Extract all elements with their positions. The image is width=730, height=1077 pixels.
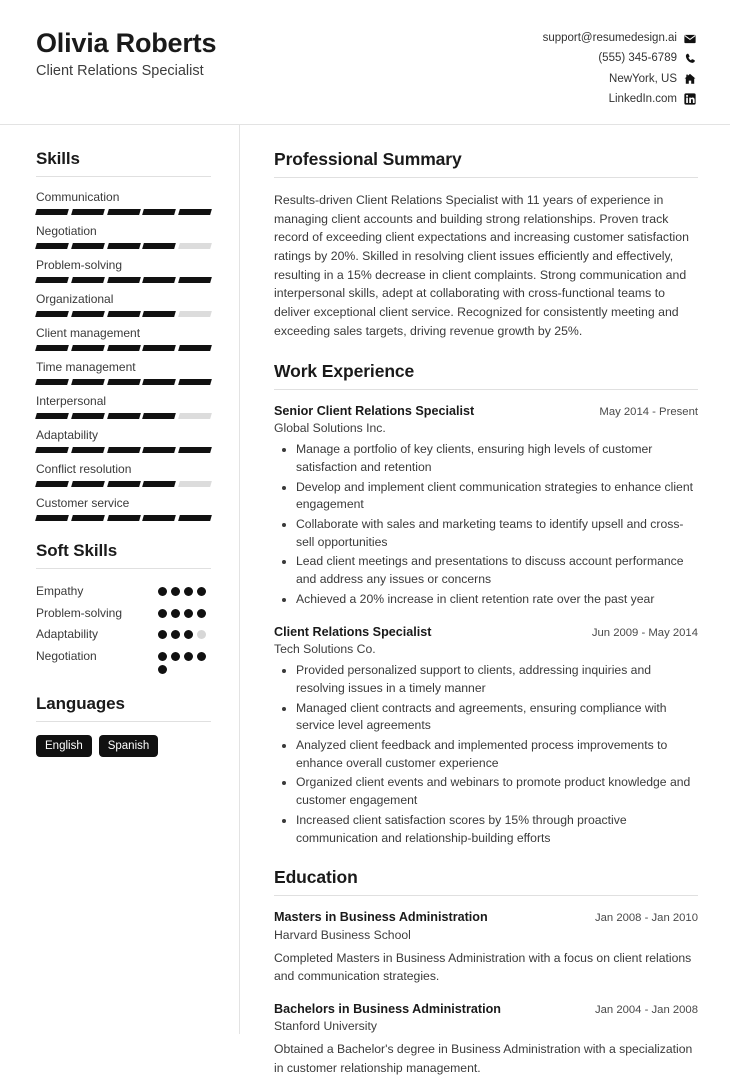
skill-segment [35, 481, 69, 487]
skill-segment [71, 243, 105, 249]
skill-segment [71, 277, 105, 283]
skill-segment [143, 481, 177, 487]
rating-dot [158, 652, 167, 661]
skill-segment [143, 413, 177, 419]
skill-item [36, 224, 211, 249]
skill-label: Client management [36, 326, 141, 340]
skill-item [36, 360, 211, 385]
rating-dot [158, 665, 167, 674]
skill-segment [178, 345, 212, 351]
soft-skill-label: Empathy [36, 584, 84, 598]
skill-bar [36, 311, 211, 317]
skill-label: Conflict resolution [36, 462, 132, 476]
skill-segment [143, 379, 177, 385]
rating-dot [197, 652, 206, 661]
skill-label: Adaptability [36, 428, 99, 442]
skill-bar [36, 379, 211, 385]
skill-item [36, 292, 211, 317]
language-tag[interactable]: Spanish [99, 735, 159, 757]
skill-segment [71, 515, 105, 521]
languages-section [36, 694, 211, 757]
skill-segment [107, 379, 141, 385]
skill-bar [36, 515, 211, 521]
languages-divider [36, 721, 211, 722]
skill-segment [71, 481, 105, 487]
soft-skill-item [36, 625, 211, 644]
skill-label: Communication [36, 190, 120, 204]
experience-list [274, 403, 698, 848]
home-icon [684, 73, 696, 85]
skill-segment [143, 243, 177, 249]
skill-segment [71, 413, 105, 419]
skill-segment [178, 277, 212, 283]
education-entry-head [274, 909, 698, 925]
rating-dot [184, 609, 193, 618]
education-section [274, 867, 698, 1077]
soft-skills-list [36, 582, 211, 674]
soft-skills-section [36, 541, 211, 674]
skill-bar [36, 413, 211, 419]
rating-dot [158, 630, 167, 639]
resume-header [0, 0, 730, 125]
rating-dot [171, 652, 180, 661]
rating-dot [197, 630, 206, 639]
skill-segment [35, 515, 69, 521]
skill-segment [178, 311, 212, 317]
contact-location-text: NewYork, US [609, 72, 677, 85]
skill-label: Interpersonal [36, 394, 107, 408]
experience-bullet: • Lead client meetings and presentations to discuss account performance and address any issues or concerns [296, 553, 698, 588]
soft-skill-item [36, 582, 211, 601]
experience-bullet: • Provided personalized support to clients, addressing inquiries and resolving issues in a timely manner [296, 662, 698, 697]
experience-organization: Tech Solutions Co. [274, 641, 376, 656]
skill-item [36, 190, 211, 215]
soft-skills-heading: Soft Skills [36, 541, 118, 560]
skill-segment [107, 243, 141, 249]
skill-item [36, 394, 211, 419]
skill-segment [107, 311, 141, 317]
skill-item [36, 258, 211, 283]
soft-skill-label: Adaptability [36, 627, 99, 642]
skill-label: Problem-solving [36, 258, 123, 272]
education-entry [274, 909, 698, 985]
rating-dot [184, 630, 193, 639]
education-description: Obtained a Bachelor's degree in Business Administration with a specialization in customer relationship management. [274, 1042, 693, 1075]
skill-segment [35, 413, 69, 419]
skills-section [36, 149, 211, 521]
education-entry [274, 1001, 698, 1077]
experience-dates: May 2014 - Present [599, 405, 698, 418]
soft-skills-divider [36, 568, 211, 569]
skill-label: Customer service [36, 496, 130, 510]
experience-heading: Work Experience [274, 360, 415, 381]
skill-segment [143, 345, 177, 351]
skill-segment [178, 515, 212, 521]
rating-dot [184, 587, 193, 596]
skill-segment [107, 515, 141, 521]
skill-segment [143, 209, 177, 215]
skill-segment [178, 379, 212, 385]
skill-segment [178, 481, 212, 487]
skill-bar [36, 345, 211, 351]
rating-dot [197, 587, 206, 596]
languages-heading: Languages [36, 693, 125, 713]
contact-linkedin-text: LinkedIn.com [608, 92, 677, 105]
language-tags [36, 735, 211, 757]
soft-skill-rating [158, 582, 211, 596]
education-dates: Jan 2008 - Jan 2010 [594, 912, 698, 925]
skill-item [36, 326, 211, 351]
sidebar [0, 125, 240, 1034]
skill-segment [35, 243, 69, 249]
skill-segment [178, 413, 212, 419]
skill-bar [36, 447, 211, 453]
contact-location[interactable] [609, 71, 696, 88]
experience-section [274, 361, 698, 848]
experience-dates: Jun 2009 - May 2014 [591, 626, 698, 639]
experience-entry-head [274, 624, 698, 640]
education-list [274, 909, 698, 1077]
skill-segment [178, 209, 212, 215]
rating-dot [171, 630, 180, 639]
education-degree: Masters in Business Administration [274, 910, 488, 925]
soft-skill-rating [158, 647, 211, 674]
experience-divider [274, 389, 698, 390]
skill-segment [107, 481, 141, 487]
rating-dot [184, 652, 193, 661]
skill-segment [71, 209, 105, 215]
envelope-icon [684, 33, 696, 45]
main-column [240, 125, 730, 1075]
skill-segment [35, 277, 69, 283]
experience-bullet: • Increased client satisfaction scores by 15% through proactive communication and relationship-building efforts [296, 812, 698, 847]
education-school: Stanford University [274, 1019, 377, 1033]
experience-bullet: • Collaborate with sales and marketing teams to identify upsell and cross-sell opportunities [296, 516, 698, 551]
skill-segment [35, 379, 69, 385]
contact-phone[interactable] [598, 50, 696, 67]
language-tag[interactable]: English [36, 735, 92, 757]
resume-body [0, 125, 730, 1075]
rating-dot [171, 587, 180, 596]
skill-segment [35, 345, 69, 351]
education-entry-head [274, 1001, 698, 1017]
summary-text: Results-driven Client Relations Specialist with 11 years of experience in managing client accounts and building strong relationships. Proven track record of exceeding client expectations and increasing customer satisfaction ratings by 20%. Skilled in resolving client issues efficiently and effectively, resulting in a 15% decrease in client complaints. Strong communication and interpersonal skills, adept at collaborating with cross-functional teams to deliver exceptional client service. Recognized for consistently meeting and exceeding sales targets, driving revenue growth by 25%. [274, 193, 689, 338]
soft-skill-item [36, 647, 211, 674]
skill-segment [71, 345, 105, 351]
skill-item [36, 496, 211, 521]
education-degree: Bachelors in Business Administration [274, 1001, 501, 1016]
skill-segment [71, 311, 105, 317]
contact-block [543, 26, 696, 108]
rating-dot [197, 609, 206, 618]
education-school: Harvard Business School [274, 927, 411, 942]
skill-segment [107, 413, 141, 419]
education-description: Completed Masters in Business Administration with a focus on client relations and communication strategies. [274, 951, 692, 984]
skill-segment [143, 277, 177, 283]
education-dates: Jan 2004 - Jan 2008 [594, 1003, 698, 1016]
job-title: Client Relations Specialist [36, 63, 204, 80]
phone-icon [684, 53, 696, 65]
experience-entry [274, 624, 698, 848]
rating-dot [158, 587, 167, 596]
summary-divider [274, 177, 698, 178]
skill-segment [107, 277, 141, 283]
experience-entry [274, 403, 698, 609]
experience-bullet: • Achieved a 20% increase in client retention rate over the past year [296, 591, 698, 609]
skill-segment [35, 311, 69, 317]
skills-divider [36, 176, 211, 177]
contact-email[interactable] [543, 30, 696, 47]
skills-heading: Skills [36, 149, 80, 168]
experience-bullet: • Managed client contracts and agreements, ensuring compliance with service level agreements [296, 700, 698, 735]
contact-phone-text: (555) 345-6789 [598, 52, 677, 65]
skill-segment [71, 379, 105, 385]
skill-segment [35, 447, 69, 453]
skill-segment [178, 447, 212, 453]
skill-segment [178, 243, 212, 249]
experience-bullet: • Analyzed client feedback and implemented process improvements to enhance overall customer experience [296, 737, 698, 772]
experience-bullet: • Organized client events and webinars to promote product knowledge and customer engagement [296, 774, 698, 809]
education-divider [274, 895, 698, 896]
skill-segment [143, 311, 177, 317]
experience-bullets [274, 441, 698, 608]
experience-bullet: • Manage a portfolio of key clients, ensuring high levels of customer satisfaction and retention [296, 441, 698, 476]
rating-dot [171, 609, 180, 618]
summary-heading: Professional Summary [274, 149, 462, 169]
skill-segment [143, 515, 177, 521]
experience-bullet: • Develop and implement client communication strategies to enhance client engagement [296, 479, 698, 514]
soft-skill-rating [158, 604, 211, 618]
summary-section [274, 149, 698, 341]
experience-bullets [274, 662, 698, 847]
skill-segment [107, 447, 141, 453]
skills-list [36, 190, 211, 521]
soft-skill-rating [158, 625, 211, 639]
skill-label: Time management [36, 360, 136, 374]
experience-role: Senior Client Relations Specialist [274, 403, 475, 418]
skill-segment [107, 209, 141, 215]
skill-segment [143, 447, 177, 453]
skill-bar [36, 243, 211, 249]
skill-bar [36, 209, 211, 215]
contact-email-text: support@resumedesign.ai [542, 32, 677, 44]
identity-block [36, 26, 216, 81]
soft-skill-label: Problem-solving [36, 605, 123, 620]
education-heading: Education [274, 867, 358, 888]
skill-segment [35, 209, 69, 215]
contact-linkedin[interactable] [609, 91, 696, 108]
page-title: Olivia Roberts [36, 28, 217, 58]
skill-segment [71, 447, 105, 453]
skill-label: Negotiation [36, 224, 97, 238]
skill-bar [36, 277, 211, 283]
rating-dot [158, 609, 167, 618]
experience-organization: Global Solutions Inc. [274, 420, 386, 435]
skill-item [36, 462, 211, 487]
skill-label: Organizational [36, 292, 114, 306]
soft-skill-item [36, 604, 211, 623]
linkedin-icon [684, 93, 696, 105]
soft-skill-label: Negotiation [36, 648, 97, 663]
skill-item [36, 428, 211, 453]
experience-role: Client Relations Specialist [274, 624, 432, 639]
skill-segment [107, 345, 141, 351]
experience-entry-head [274, 403, 698, 419]
skill-bar [36, 481, 211, 487]
